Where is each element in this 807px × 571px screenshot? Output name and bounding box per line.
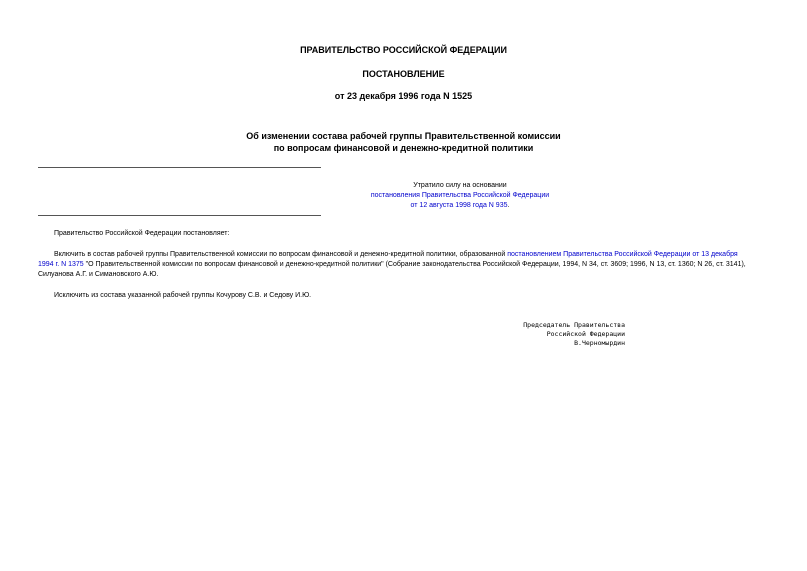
notice-top-divider <box>38 167 321 168</box>
repeal-decree-link[interactable]: постановления Правительства Российской Федерации <box>370 192 550 199</box>
repeal-decree-date-link[interactable]: от 12 августа 1998 года N 935 <box>410 202 508 209</box>
document-date-number: от 23 декабря 1996 года N 1525 <box>334 91 473 101</box>
paragraph1-line2 <box>38 260 746 270</box>
repeal-notice-period: . <box>507 202 510 209</box>
repeal-notice-link-line2 <box>270 200 650 211</box>
signature-position-line1: Председатель Правительства <box>523 321 625 329</box>
signature-name: В.Черномырдин <box>574 339 625 347</box>
intro-paragraph: Правительство Российской Федерации постановляет: <box>54 230 230 237</box>
notice-bottom-divider <box>38 215 321 216</box>
paragraph1-text-a: Включить в состав рабочей группы Правительственной комиссии по вопросам финансовой и денежно-кредитной политики, образованной <box>54 251 506 258</box>
paragraph2: Исключить из состава указанной рабочей группы Кочурову С.В. и Седову И.Ю. <box>54 292 312 299</box>
paragraph1-line3: Силуанова А.Г. и Симановского А.Ю. <box>38 271 159 278</box>
decree-1375-link-a[interactable]: постановлением Правительства Российской Федерации от 13 декабря <box>507 251 738 258</box>
paragraph1-text-b: "О Правительственной комиссии по вопросам финансовой и денежно-кредитной политики" (Собрание законодательства Российской Федерации, 1994, N 34, ст. 3609; 1996, N 13, ст. 1360; N 26, ст. 3141), <box>83 261 746 268</box>
repeal-notice-text: Утратило силу на основании <box>413 182 507 189</box>
document-type: ПОСТАНОВЛЕНИЕ <box>362 69 445 79</box>
document-title-line1: Об изменении состава рабочей группы Правительственной комиссии <box>246 131 561 141</box>
signature-position-line2: Российской Федерации <box>546 330 625 338</box>
decree-1375-link-b[interactable]: 1994 г. N 1375 <box>38 261 84 268</box>
document-title-line2: по вопросам финансовой и денежно-кредитной политики <box>273 143 534 153</box>
government-heading: ПРАВИТЕЛЬСТВО РОССИЙСКОЙ ФЕДЕРАЦИИ <box>300 45 507 55</box>
paragraph1-line1 <box>54 250 738 260</box>
